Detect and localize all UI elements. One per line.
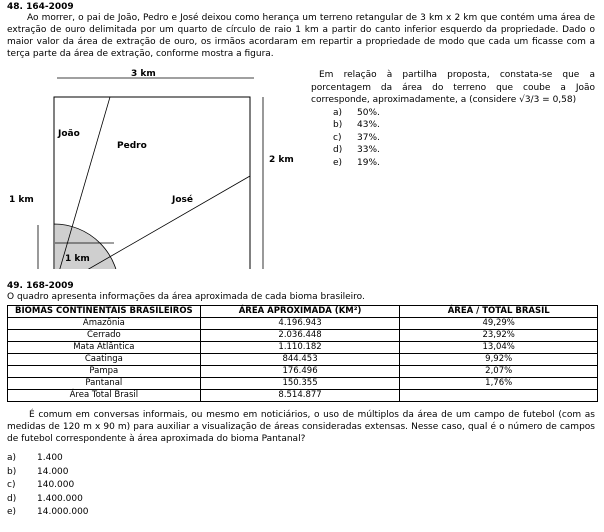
q49-intro: O quadro apresenta informações da área aproximada de cada bioma brasileiro. xyxy=(7,292,365,302)
q48-option-d[interactable]: d) 33%. xyxy=(333,145,380,155)
table-header-area: ÁREA APROXIMADA (KM²) xyxy=(200,306,400,318)
table-row: Mata Atlântica 1.110.182 13,04% xyxy=(8,342,598,354)
right-dimension-label: 2 km xyxy=(269,155,294,165)
q49-options xyxy=(7,452,89,520)
top-dimension-label: 3 km xyxy=(131,69,156,79)
q48-options xyxy=(333,107,595,170)
region-label-jose: José xyxy=(172,195,193,205)
table-row: Caatinga 844.453 9,92% xyxy=(8,354,598,366)
q48-figure xyxy=(0,64,305,269)
table-row: Cerrado 2.036.448 23,92% xyxy=(8,330,598,342)
biomes-table xyxy=(7,305,598,402)
q48-option-b[interactable]: b) 43%. xyxy=(333,120,380,130)
table-header-ratio: ÁREA / TOTAL BRASIL xyxy=(400,306,598,318)
table-header-row xyxy=(8,306,598,318)
q48-option-c[interactable]: c) 37%. xyxy=(333,132,380,143)
q49-option-b[interactable]: b) 14.000 xyxy=(7,466,69,477)
q48-header: 48. 164-2009 xyxy=(7,2,74,12)
q49-option-e[interactable]: e) 14.000.000 xyxy=(7,507,89,517)
q48-option-e[interactable]: e) 19%. xyxy=(333,157,380,168)
q49-option-a[interactable]: a) 1.400 xyxy=(7,453,63,463)
region-label-pedro: Pedro xyxy=(117,141,147,151)
q48-statement: Ao morrer, o pai de João, Pedro e José deixou como herança um terreno retangular de 3 km x 2 km que contém uma área de extração de ouro delimitada por um quarto de círculo de raio 1 km a partir do canto inferior esquerdo da propriedade. Dado o maior valor da área de extração de ouro, os irmãos acordaram em repartir a propriedade de modo que cada um ficasse com a terça parte da área de extração, conforme mostra a figura. xyxy=(7,13,595,59)
table-header-biome: BIOMAS CONTINENTAIS BRASILEIROS xyxy=(8,306,201,318)
q48-question: Em relação à partilha proposta, constata-se que a porcentagem da área do terreno que coube a João corresponde, aproximadamente, a (considere √3/3 = 0,58) xyxy=(311,70,595,105)
left-dimension-label: 1 km xyxy=(9,195,34,205)
q49-option-c[interactable]: c) 140.000 xyxy=(7,480,75,490)
q49-option-d[interactable]: d) 1.400.000 xyxy=(7,493,83,504)
question-49 xyxy=(7,281,595,303)
table-row: Amazônia 4.196.943 49,29% xyxy=(8,318,598,330)
table-row: Pantanal 150.355 1,76% xyxy=(8,378,598,390)
q48-question-block xyxy=(311,69,595,169)
question-48 xyxy=(7,2,595,60)
region-label-joao: João xyxy=(58,129,80,139)
q49-question: É comum em conversas informais, ou mesmo em noticiários, o uso de múltiplos da área de um campo de futebol (com as medidas de 120 m x 90 m) para auxiliar a visualização de áreas consideradas extensas. Nesse caso, qual é o número de campos de futebol correspondente à área aproximada do bioma Pantanal? xyxy=(7,410,595,444)
q49-header: 49. 168-2009 xyxy=(7,281,74,291)
q48-option-a[interactable]: a) 50%. xyxy=(333,107,380,118)
table-row: Área Total Brasil 8.514.877 xyxy=(8,390,598,402)
bottom-dimension-label: 1 km xyxy=(65,254,90,264)
table-row: Pampa 176.496 2,07% xyxy=(8,366,598,378)
